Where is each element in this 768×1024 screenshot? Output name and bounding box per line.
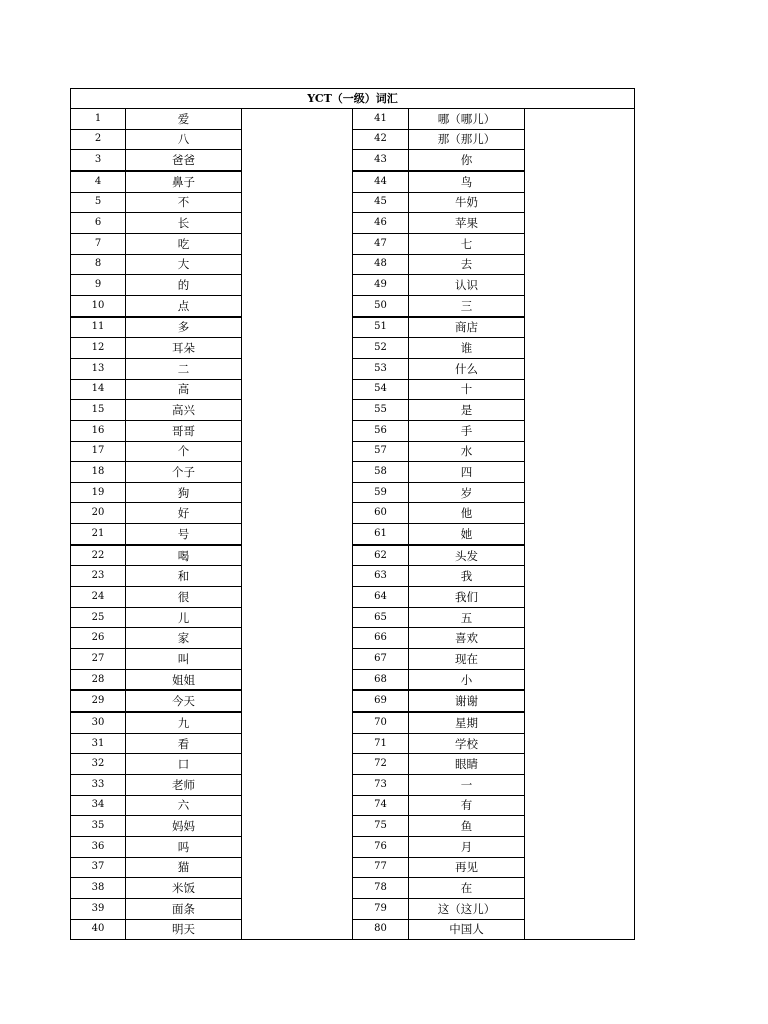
word-left: 鼻子	[126, 171, 242, 192]
word-number-right: 59	[353, 482, 409, 503]
table-row	[71, 462, 635, 483]
blank-cell-right	[525, 628, 635, 649]
blank-cell-left	[242, 379, 353, 400]
word-number-left: 7	[71, 233, 126, 254]
blank-cell-left	[242, 254, 353, 275]
word-right: 三	[409, 295, 525, 316]
blank-cell-right	[525, 795, 635, 816]
blank-cell-left	[242, 669, 353, 690]
word-left: 老师	[126, 775, 242, 796]
blank-cell-right	[525, 192, 635, 213]
table-row	[71, 233, 635, 254]
table-row	[71, 524, 635, 545]
table-row	[71, 338, 635, 359]
word-left: 二	[126, 358, 242, 379]
word-number-left: 19	[71, 482, 126, 503]
word-left: 猫	[126, 857, 242, 878]
blank-cell-left	[242, 816, 353, 837]
vocabulary-table	[70, 88, 635, 940]
blank-cell-left	[242, 317, 353, 338]
word-number-right: 70	[353, 712, 409, 733]
blank-cell-left	[242, 795, 353, 816]
table-row	[71, 400, 635, 421]
word-left: 六	[126, 795, 242, 816]
word-number-right: 74	[353, 795, 409, 816]
word-right: 牛奶	[409, 192, 525, 213]
word-right: 现在	[409, 649, 525, 670]
table-row	[71, 628, 635, 649]
word-number-left: 11	[71, 317, 126, 338]
word-left: 今天	[126, 690, 242, 712]
word-right: 中国人	[409, 919, 525, 940]
word-number-right: 76	[353, 836, 409, 857]
word-number-left: 32	[71, 754, 126, 775]
word-right: 那（那儿）	[409, 129, 525, 150]
word-right: 有	[409, 795, 525, 816]
word-right: 学校	[409, 733, 525, 754]
word-number-left: 2	[71, 129, 126, 150]
word-number-right: 52	[353, 338, 409, 359]
table-row	[71, 816, 635, 837]
word-number-left: 12	[71, 338, 126, 359]
table-row	[71, 649, 635, 670]
table-row	[71, 171, 635, 192]
blank-cell-right	[525, 919, 635, 940]
word-right: 小	[409, 669, 525, 690]
word-left: 吃	[126, 233, 242, 254]
blank-cell-left	[242, 712, 353, 733]
blank-cell-left	[242, 150, 353, 171]
word-number-right: 62	[353, 545, 409, 566]
table-row	[71, 295, 635, 316]
word-right: 岁	[409, 482, 525, 503]
blank-cell-left	[242, 524, 353, 545]
word-number-left: 13	[71, 358, 126, 379]
blank-cell-right	[525, 109, 635, 130]
table-row	[71, 775, 635, 796]
word-number-left: 21	[71, 524, 126, 545]
word-number-right: 68	[353, 669, 409, 690]
blank-cell-right	[525, 669, 635, 690]
blank-cell-right	[525, 857, 635, 878]
word-number-left: 20	[71, 503, 126, 524]
word-left: 爸爸	[126, 150, 242, 171]
word-left: 耳朵	[126, 338, 242, 359]
word-number-right: 61	[353, 524, 409, 545]
word-left: 吗	[126, 836, 242, 857]
table-row	[71, 441, 635, 462]
word-right: 你	[409, 150, 525, 171]
table-row	[71, 690, 635, 712]
blank-cell-left	[242, 295, 353, 316]
blank-cell-left	[242, 898, 353, 919]
table-row	[71, 754, 635, 775]
word-right: 我	[409, 566, 525, 587]
word-right: 一	[409, 775, 525, 796]
blank-cell-right	[525, 712, 635, 733]
blank-cell-left	[242, 213, 353, 234]
word-number-right: 77	[353, 857, 409, 878]
word-left: 妈妈	[126, 816, 242, 837]
word-number-right: 56	[353, 420, 409, 441]
word-left: 九	[126, 712, 242, 733]
word-right: 商店	[409, 317, 525, 338]
blank-cell-left	[242, 233, 353, 254]
word-number-right: 49	[353, 275, 409, 296]
word-number-left: 22	[71, 545, 126, 566]
word-right: 是	[409, 400, 525, 421]
blank-cell-right	[525, 150, 635, 171]
word-right: 七	[409, 233, 525, 254]
blank-cell-right	[525, 379, 635, 400]
table-row	[71, 795, 635, 816]
table-row	[71, 587, 635, 608]
word-right: 星期	[409, 712, 525, 733]
table-title: YCT（一级）词汇	[71, 89, 635, 109]
blank-cell-left	[242, 129, 353, 150]
word-right: 苹果	[409, 213, 525, 234]
word-left: 面条	[126, 898, 242, 919]
word-left: 好	[126, 503, 242, 524]
word-number-right: 42	[353, 129, 409, 150]
word-number-right: 72	[353, 754, 409, 775]
blank-cell-left	[242, 462, 353, 483]
word-number-right: 60	[353, 503, 409, 524]
word-right: 他	[409, 503, 525, 524]
table-row	[71, 669, 635, 690]
table-row	[71, 192, 635, 213]
blank-cell-right	[525, 733, 635, 754]
blank-cell-right	[525, 317, 635, 338]
word-left: 很	[126, 587, 242, 608]
blank-cell-left	[242, 171, 353, 192]
word-left: 哥哥	[126, 420, 242, 441]
table-row	[71, 857, 635, 878]
blank-cell-right	[525, 400, 635, 421]
word-number-left: 35	[71, 816, 126, 837]
blank-cell-left	[242, 338, 353, 359]
word-number-left: 39	[71, 898, 126, 919]
word-left: 和	[126, 566, 242, 587]
word-left: 高兴	[126, 400, 242, 421]
word-right: 眼睛	[409, 754, 525, 775]
word-number-right: 71	[353, 733, 409, 754]
word-right: 喜欢	[409, 628, 525, 649]
word-right: 十	[409, 379, 525, 400]
word-left: 号	[126, 524, 242, 545]
blank-cell-left	[242, 628, 353, 649]
word-number-right: 73	[353, 775, 409, 796]
table-row	[71, 129, 635, 150]
blank-cell-left	[242, 690, 353, 712]
blank-cell-left	[242, 441, 353, 462]
word-number-right: 54	[353, 379, 409, 400]
word-number-right: 79	[353, 898, 409, 919]
word-right: 我们	[409, 587, 525, 608]
word-right: 谁	[409, 338, 525, 359]
word-number-left: 25	[71, 607, 126, 628]
table-row	[71, 213, 635, 234]
blank-cell-left	[242, 109, 353, 130]
word-right: 这（这儿）	[409, 898, 525, 919]
table-row	[71, 545, 635, 566]
blank-cell-left	[242, 566, 353, 587]
table-row	[71, 254, 635, 275]
word-number-right: 46	[353, 213, 409, 234]
word-number-right: 63	[353, 566, 409, 587]
blank-cell-right	[525, 358, 635, 379]
blank-cell-right	[525, 441, 635, 462]
blank-cell-left	[242, 358, 353, 379]
word-number-right: 67	[353, 649, 409, 670]
word-number-left: 40	[71, 919, 126, 940]
word-number-left: 27	[71, 649, 126, 670]
blank-cell-left	[242, 400, 353, 421]
word-number-left: 24	[71, 587, 126, 608]
word-left: 口	[126, 754, 242, 775]
word-right: 哪（哪儿）	[409, 109, 525, 130]
word-number-right: 47	[353, 233, 409, 254]
title-row	[71, 89, 635, 109]
blank-cell-right	[525, 607, 635, 628]
table-row	[71, 317, 635, 338]
word-number-right: 58	[353, 462, 409, 483]
word-number-left: 14	[71, 379, 126, 400]
blank-cell-right	[525, 816, 635, 837]
word-number-left: 31	[71, 733, 126, 754]
blank-cell-left	[242, 919, 353, 940]
table-row	[71, 420, 635, 441]
table-row	[71, 836, 635, 857]
word-left: 个	[126, 441, 242, 462]
blank-cell-right	[525, 338, 635, 359]
blank-cell-right	[525, 649, 635, 670]
word-left: 点	[126, 295, 242, 316]
word-number-left: 26	[71, 628, 126, 649]
word-left: 的	[126, 275, 242, 296]
word-number-left: 6	[71, 213, 126, 234]
word-number-right: 69	[353, 690, 409, 712]
table-row	[71, 566, 635, 587]
word-number-right: 78	[353, 878, 409, 899]
table-row	[71, 898, 635, 919]
blank-cell-right	[525, 482, 635, 503]
blank-cell-right	[525, 775, 635, 796]
blank-cell-right	[525, 254, 635, 275]
table-row	[71, 503, 635, 524]
word-left: 叫	[126, 649, 242, 670]
word-number-right: 80	[353, 919, 409, 940]
word-number-left: 4	[71, 171, 126, 192]
word-number-right: 75	[353, 816, 409, 837]
word-number-left: 18	[71, 462, 126, 483]
blank-cell-right	[525, 545, 635, 566]
word-right: 认识	[409, 275, 525, 296]
blank-cell-left	[242, 545, 353, 566]
word-number-left: 34	[71, 795, 126, 816]
word-number-left: 36	[71, 836, 126, 857]
word-right: 头发	[409, 545, 525, 566]
word-left: 长	[126, 213, 242, 234]
table-row	[71, 379, 635, 400]
word-left: 看	[126, 733, 242, 754]
word-number-right: 41	[353, 109, 409, 130]
word-right: 什么	[409, 358, 525, 379]
blank-cell-left	[242, 503, 353, 524]
word-right: 水	[409, 441, 525, 462]
word-number-right: 43	[353, 150, 409, 171]
word-left: 儿	[126, 607, 242, 628]
word-number-left: 30	[71, 712, 126, 733]
word-number-right: 65	[353, 607, 409, 628]
blank-cell-left	[242, 733, 353, 754]
word-number-right: 64	[353, 587, 409, 608]
word-left: 喝	[126, 545, 242, 566]
word-right: 谢谢	[409, 690, 525, 712]
table-row	[71, 275, 635, 296]
blank-cell-right	[525, 690, 635, 712]
word-left: 不	[126, 192, 242, 213]
word-number-left: 16	[71, 420, 126, 441]
word-number-left: 38	[71, 878, 126, 899]
blank-cell-left	[242, 607, 353, 628]
table-row	[71, 358, 635, 379]
blank-cell-right	[525, 171, 635, 192]
word-number-right: 66	[353, 628, 409, 649]
blank-cell-left	[242, 587, 353, 608]
word-number-right: 50	[353, 295, 409, 316]
word-right: 去	[409, 254, 525, 275]
blank-cell-right	[525, 566, 635, 587]
blank-cell-right	[525, 233, 635, 254]
blank-cell-right	[525, 129, 635, 150]
blank-cell-left	[242, 857, 353, 878]
word-number-right: 48	[353, 254, 409, 275]
word-number-left: 1	[71, 109, 126, 130]
word-right: 五	[409, 607, 525, 628]
word-number-left: 23	[71, 566, 126, 587]
word-number-right: 51	[353, 317, 409, 338]
word-left: 八	[126, 129, 242, 150]
word-right: 再见	[409, 857, 525, 878]
word-left: 高	[126, 379, 242, 400]
blank-cell-right	[525, 524, 635, 545]
blank-cell-left	[242, 420, 353, 441]
word-right: 鱼	[409, 816, 525, 837]
word-left: 明天	[126, 919, 242, 940]
blank-cell-right	[525, 295, 635, 316]
table-row	[71, 919, 635, 940]
word-number-right: 44	[353, 171, 409, 192]
table-row	[71, 607, 635, 628]
blank-cell-right	[525, 503, 635, 524]
word-right: 手	[409, 420, 525, 441]
blank-cell-left	[242, 878, 353, 899]
table-row	[71, 109, 635, 130]
blank-cell-right	[525, 420, 635, 441]
word-number-right: 45	[353, 192, 409, 213]
blank-cell-right	[525, 587, 635, 608]
word-left: 家	[126, 628, 242, 649]
word-left: 狗	[126, 482, 242, 503]
table-row	[71, 712, 635, 733]
blank-cell-left	[242, 775, 353, 796]
word-number-left: 28	[71, 669, 126, 690]
word-left: 爱	[126, 109, 242, 130]
word-number-left: 10	[71, 295, 126, 316]
table-row	[71, 733, 635, 754]
blank-cell-left	[242, 754, 353, 775]
blank-cell-left	[242, 482, 353, 503]
word-number-left: 37	[71, 857, 126, 878]
word-right: 她	[409, 524, 525, 545]
word-number-right: 53	[353, 358, 409, 379]
word-right: 鸟	[409, 171, 525, 192]
word-number-left: 33	[71, 775, 126, 796]
word-number-right: 57	[353, 441, 409, 462]
word-left: 米饭	[126, 878, 242, 899]
blank-cell-right	[525, 462, 635, 483]
word-right: 月	[409, 836, 525, 857]
blank-cell-right	[525, 878, 635, 899]
word-number-left: 29	[71, 690, 126, 712]
blank-cell-left	[242, 192, 353, 213]
word-number-left: 15	[71, 400, 126, 421]
word-left: 大	[126, 254, 242, 275]
word-number-left: 3	[71, 150, 126, 171]
table-row	[71, 482, 635, 503]
blank-cell-right	[525, 754, 635, 775]
word-number-left: 5	[71, 192, 126, 213]
word-number-left: 8	[71, 254, 126, 275]
blank-cell-right	[525, 836, 635, 857]
word-left: 个子	[126, 462, 242, 483]
word-number-left: 9	[71, 275, 126, 296]
blank-cell-left	[242, 649, 353, 670]
blank-cell-left	[242, 836, 353, 857]
word-right: 在	[409, 878, 525, 899]
blank-cell-left	[242, 275, 353, 296]
word-left: 多	[126, 317, 242, 338]
blank-cell-right	[525, 898, 635, 919]
word-number-left: 17	[71, 441, 126, 462]
word-number-right: 55	[353, 400, 409, 421]
word-left: 姐姐	[126, 669, 242, 690]
blank-cell-right	[525, 275, 635, 296]
blank-cell-right	[525, 213, 635, 234]
word-right: 四	[409, 462, 525, 483]
table-row	[71, 878, 635, 899]
table-row	[71, 150, 635, 171]
